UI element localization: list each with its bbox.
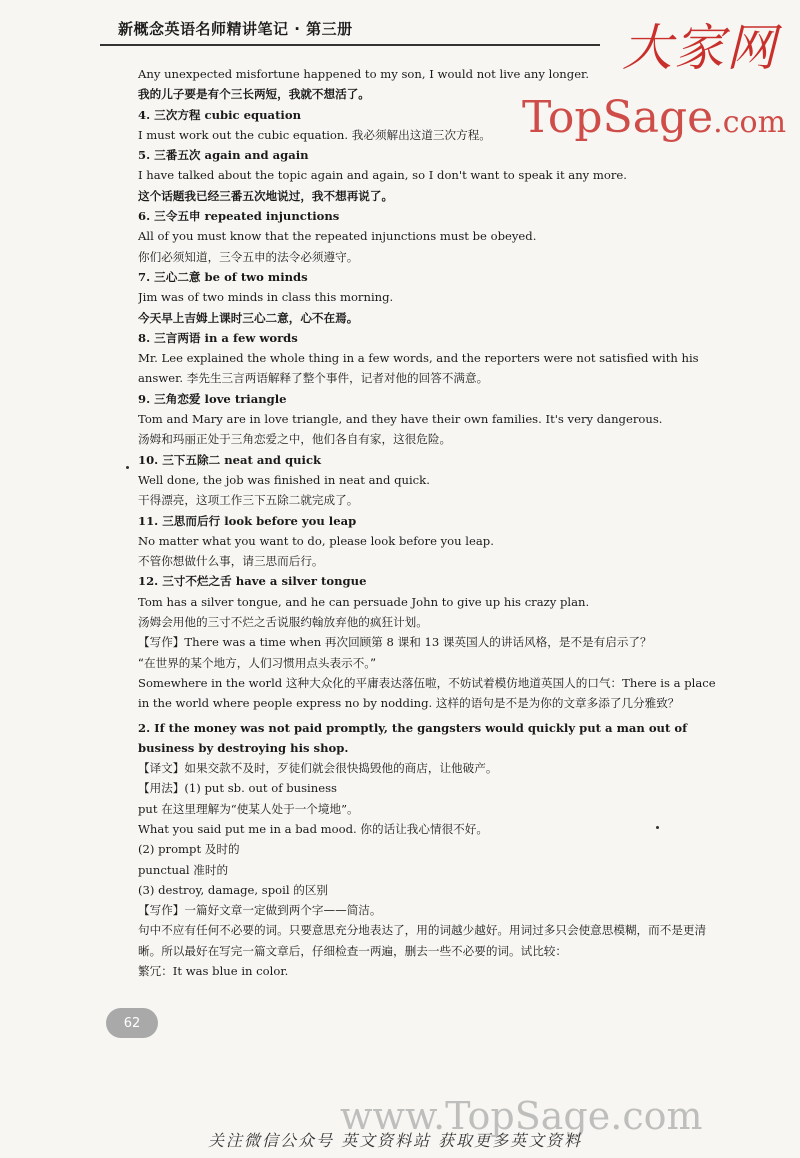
text-line: Well done, the job was finished in neat and quick. [138,472,430,487]
entry-heading: 5. 三番五次 again and again [138,148,309,163]
entry-heading: 8. 三言两语 in a few words [138,330,298,345]
text-line: 汤姆会用他的三寸不烂之舌说服约翰放弃他的疯狂计划。 [138,615,428,630]
entry-heading: 12. 三寸不烂之舌 have a silver tongue [138,574,367,589]
text-line: punctual 准时的 [138,862,229,877]
running-header: 新概念英语名师精讲笔记 · 第三册 [118,20,353,38]
text-line: (2) prompt 及时的 [138,842,240,857]
key-sentence: 2. If the money was not paid promptly, the gangsters would quickly put a man out of business by destroying his shop. [138,720,688,755]
text-line: 汤姆和玛丽正处于三角恋爱之中，他们各自有家，这很危险。 [138,432,452,447]
text-line: 繁冗：It was blue in color. [138,964,289,979]
entry-heading: 7. 三心二意 be of two minds [138,269,308,284]
text-line: Somewhere in the world 这种大众化的平庸表达落伍啦，不妨试着模仿地道英国人的口气：There is a place in the world where people express no by nodding. 这样的语句是不是为你的文章多添了几分雅致？ [138,675,716,711]
text-line: 句中不应有任何不必要的词。只要意思充分地表达了，用的词越少越好。用词过多只会使意思模糊，而不是更清晰。所以最好在写完一篇文章后，仔细检查一两遍，删去一些不必要的词。试比较： [138,923,707,958]
scan-dot [656,826,659,829]
text-line: Jim was of two minds in class this morning. [138,290,394,305]
text-line: No matter what you want to do, please look before you leap. [138,533,494,548]
text-line: Any unexpected misfortune happened to my son, I would not live any longer. [138,67,590,81]
text-line: 不管你想做什么事，请三思而后行。 [138,554,324,569]
entry-heading: 11. 三思而后行 look before you leap [138,513,357,528]
entry-heading: 9. 三角恋爱 love triangle [138,391,287,406]
text-line: I have talked about the topic again and again, so I don't want to speak it any more. [138,168,627,183]
page-number: 62 [106,1008,158,1038]
text-line: put 在这里理解为“使某人处于一个境地”。 [138,801,359,816]
watermark-en-main: TopSage [522,92,714,143]
text-line: I must work out the cubic equation. 我必须解出这道三次方程。 [138,127,491,142]
page-body [138,64,720,981]
text-line: What you said put me in a bad mood. 你的话让我心情很不好。 [138,821,488,836]
header-rule [100,44,600,46]
text-line: 今天早上吉姆上课时三心二意，心不在焉。 [138,310,359,325]
text-line: 【写作】There was a time when 再次回顾第 8 课和 13 课英国人的讲话风格，是不是有启示了？ [138,635,652,650]
watermark-cn: 大家网 [622,19,778,77]
footer-text: 关注微信公众号 英文资料站 获取更多英文资料 [208,1131,583,1150]
text-line: 你们必须知道，三令五申的法令必须遵守。 [138,249,359,264]
text-line: All of you must know that the repeated injunctions must be obeyed. [138,229,537,244]
text-line: 这个话题我已经三番五次地说过，我不想再说了。 [138,188,394,203]
text-line: 【写作】一篇好文章一定做到两个字——简洁。 [138,903,382,918]
text-line: 干得漂亮，这项工作三下五除二就完成了。 [138,493,359,508]
text-line: 【用法】(1) put sb. out of business [138,781,337,796]
text-line: 【译文】如果交款不及时，歹徒们就会很快捣毁他的商店，让他破产。 [138,761,498,776]
text-line: Mr. Lee explained the whole thing in a few words, and the reporters were not satisfied with his answer. 李先生三言两语解释了整个事件，记者对他的回答不满意。 [138,351,699,386]
entry-heading: 10. 三下五除二 neat and quick [138,452,322,467]
text-line: 我的儿子要是有个三长两短，我就不想活了。 [138,87,370,102]
text-line: Tom and Mary are in love triangle, and they have their own families. It's very dangerous. [138,412,663,427]
text-line: “在世界的某个地方，人们习惯用点头表示不。” [138,655,377,670]
watermark-en-domain: .com [713,105,787,140]
scan-dot [126,466,129,469]
entry-heading: 4. 三次方程 cubic equation [138,107,301,122]
text-line: (3) destroy, damage, spoil 的区别 [138,882,329,897]
footer-watermark: www.TopSage.com [340,1094,703,1138]
entry-heading: 6. 三令五申 repeated injunctions [138,209,340,224]
text-line: Tom has a silver tongue, and he can persuade John to give up his crazy plan. [138,594,590,609]
